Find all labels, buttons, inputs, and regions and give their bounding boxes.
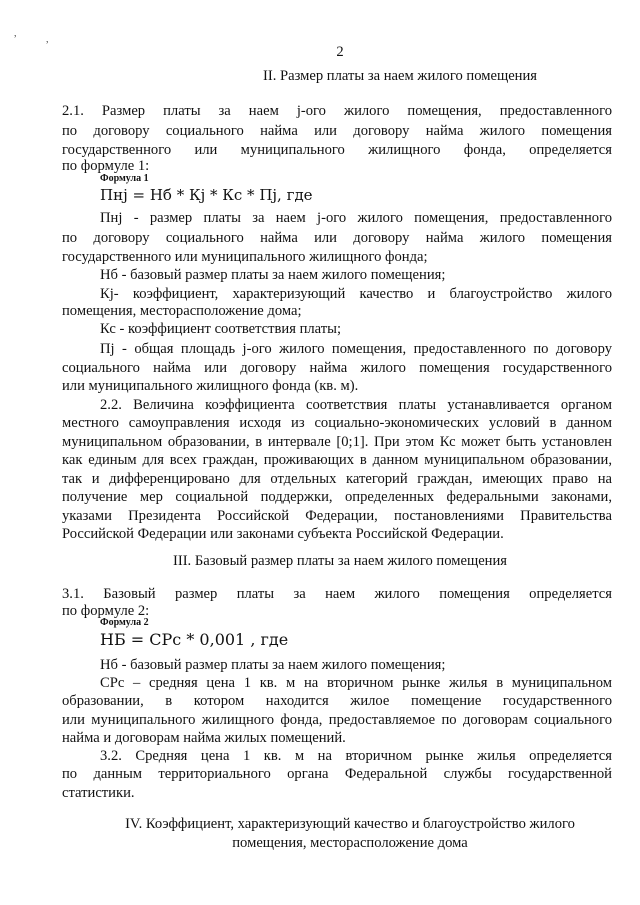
definition-line: социального найма или договору найма жилого помещения государственного [62,360,612,376]
formula-2-label: Формула 2 [100,617,149,628]
section-4-heading: помещения, месторасположение дома [232,835,468,851]
definition-line: СРс – средняя цена 1 кв. м на вторичном рынке жилья в муниципальном [100,675,612,691]
paragraph-2-2-line: получение мер социальной поддержки, определенных федеральными законами, [62,489,612,505]
paragraph-2-2-line: муниципальном образовании, в интервале [0;1]. При этом Кс может быть установлен [62,434,612,450]
formula-1-label: Формула 1 [100,173,149,184]
paragraph-3-2-line: по данным территориального органа Федеральной службы государственной [62,766,612,782]
definition-line: по договору социального найма или договору найма жилого помещения [62,230,612,246]
paragraph-2-2-line: указами Президента Российской Федерации, постановлениями Правительства [62,508,612,524]
definition-line: Кс - коэффициент соответствия платы; [100,321,342,337]
paragraph-3-2-line: статистики. [62,785,135,801]
page-number: 2 [336,44,344,60]
paragraph-2-2-line: так и дифференцировано для отдельных категорий граждан, имеющих право на [62,471,612,487]
paragraph-2-2-line: 2.2. Величина коэффициента соответствия платы устанавливается органом [100,397,612,413]
definition-line: Пj - общая площадь j-ого жилого помещения, предоставленного по договору [100,341,612,357]
section-4-heading: IV. Коэффициент, характеризующий качество и благоустройство жилого [125,816,575,832]
formula-1: Пнj = Нб * Кj * Кс * Пj, где [100,186,313,204]
definition-line: найма и договорам найма жилых помещений. [62,730,346,746]
definition-line: Кj- коэффициент, характеризующий качество и благоустройство жилого [100,286,612,302]
paragraph-2-1-line: по формуле 1: [62,158,150,174]
paragraph-3-1-line: по формуле 2: [62,603,150,619]
definition-line: Пнj - размер платы за наем j-ого жилого помещения, предоставленного [100,210,612,226]
definition-line: или муниципального жилищного фонда (кв. м). [62,378,359,394]
scan-mark: , [46,34,49,45]
definition-line: Нб - базовый размер платы за наем жилого помещения; [100,267,446,283]
definition-line: образовании, в котором находится жилое помещение государственного [62,693,612,709]
paragraph-3-1-line: 3.1. Базовый размер платы за наем жилого помещения определяется [62,586,612,602]
definition-line: или муниципального жилищного фонда, предоставляемое по договорам социального [62,712,612,728]
definition-line: Нб - базовый размер платы за наем жилого помещения; [100,657,446,673]
scan-mark: , [14,28,17,39]
paragraph-2-2-line: как единым для всех граждан, проживающих в данном муниципальном образовании, [62,452,612,468]
paragraph-2-1-line: государственного или муниципального жилищного фонда, определяется [62,142,612,158]
formula-2: НБ = СРс * 0,001 , где [100,630,289,649]
paragraph-2-2-line: местного самоуправления исходя из социально-экономических условий в данном [62,415,612,431]
definition-line: государственного или муниципального жилищного фонда; [62,249,428,265]
paragraph-2-1-line: 2.1. Размер платы за наем j-ого жилого помещения, предоставленного [62,103,612,119]
section-3-heading: III. Базовый размер платы за наем жилого помещения [172,553,508,569]
paragraph-3-2-line: 3.2. Средняя цена 1 кв. м на вторичном рынке жилья определяется [100,748,612,764]
definition-line: помещения, месторасположение дома; [62,303,302,319]
paragraph-2-1-line: по договору социального найма или договору найма жилого помещения [62,123,612,139]
section-2-heading: II. Размер платы за наем жилого помещения [262,68,538,84]
paragraph-2-2-line: Российской Федерации или законами субъекта Российской Федерации. [62,526,504,542]
